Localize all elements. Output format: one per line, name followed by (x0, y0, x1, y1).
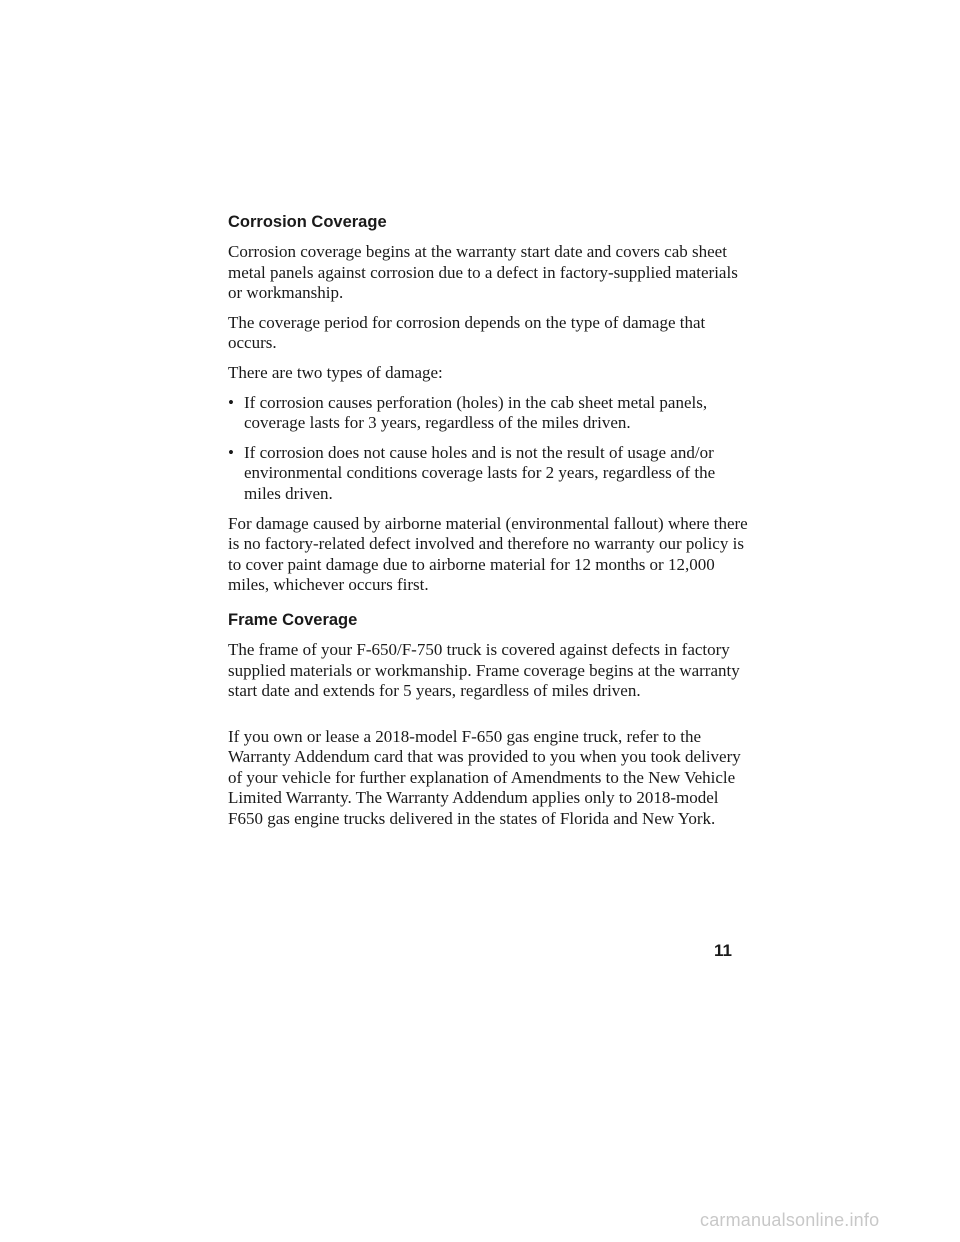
corrosion-paragraph-4: For damage caused by airborne material (environmental fallout) where there is no factory-related defect involved and therefore no warranty our policy is to cover paint damage due to airborne material for 12 months or 12,000 miles, whichever occurs first. (228, 513, 748, 595)
frame-paragraph: The frame of your F-650/F-750 truck is covered against defects in factory supplied materials or workmanship. Frame coverage begins at the warranty start date and extends for 5 years, regardless of miles driven. (228, 639, 740, 701)
frame-coverage-heading: Frame Coverage (228, 610, 358, 629)
watermark: carmanualsonline.info (700, 1210, 880, 1230)
list-item (228, 393, 748, 434)
addendum-paragraph: If you own or lease a 2018-model F-650 gas engine truck, refer to the Warranty Addendum card that was provided to you when you took delivery of your vehicle for further explanation of Amendments to the New Vehicle Limited Warranty. The Warranty Addendum applies only to 2018-model F650 gas engine trucks delivered in the states of Florida and New York. (228, 726, 741, 829)
list-item-text: If corrosion does not cause holes and is not the result of usage and/or environmental conditions coverage lasts for 2 years, regardless of the miles driven. (244, 442, 716, 503)
list-item-text: If corrosion causes perforation (holes) in the cab sheet metal panels, coverage lasts for 3 years, regardless of the miles driven. (244, 392, 708, 433)
section-spacer (228, 711, 748, 727)
corrosion-paragraph-1: Corrosion coverage begins at the warranty start date and covers cab sheet metal panels against corrosion due to a defect in factory-supplied materials or workmanship. (228, 242, 738, 303)
list-item (228, 443, 748, 505)
bullet-icon: • (228, 442, 234, 462)
corrosion-paragraph-2: The coverage period for corrosion depends on the type of damage that occurs. (228, 312, 706, 353)
corrosion-paragraph-3: There are two types of damage: (228, 362, 443, 382)
damage-types-list (228, 393, 748, 505)
corrosion-coverage-heading: Corrosion Coverage (228, 213, 387, 231)
bullet-icon: • (228, 392, 234, 412)
page-content (228, 210, 748, 839)
page-number: 11 (714, 941, 732, 960)
